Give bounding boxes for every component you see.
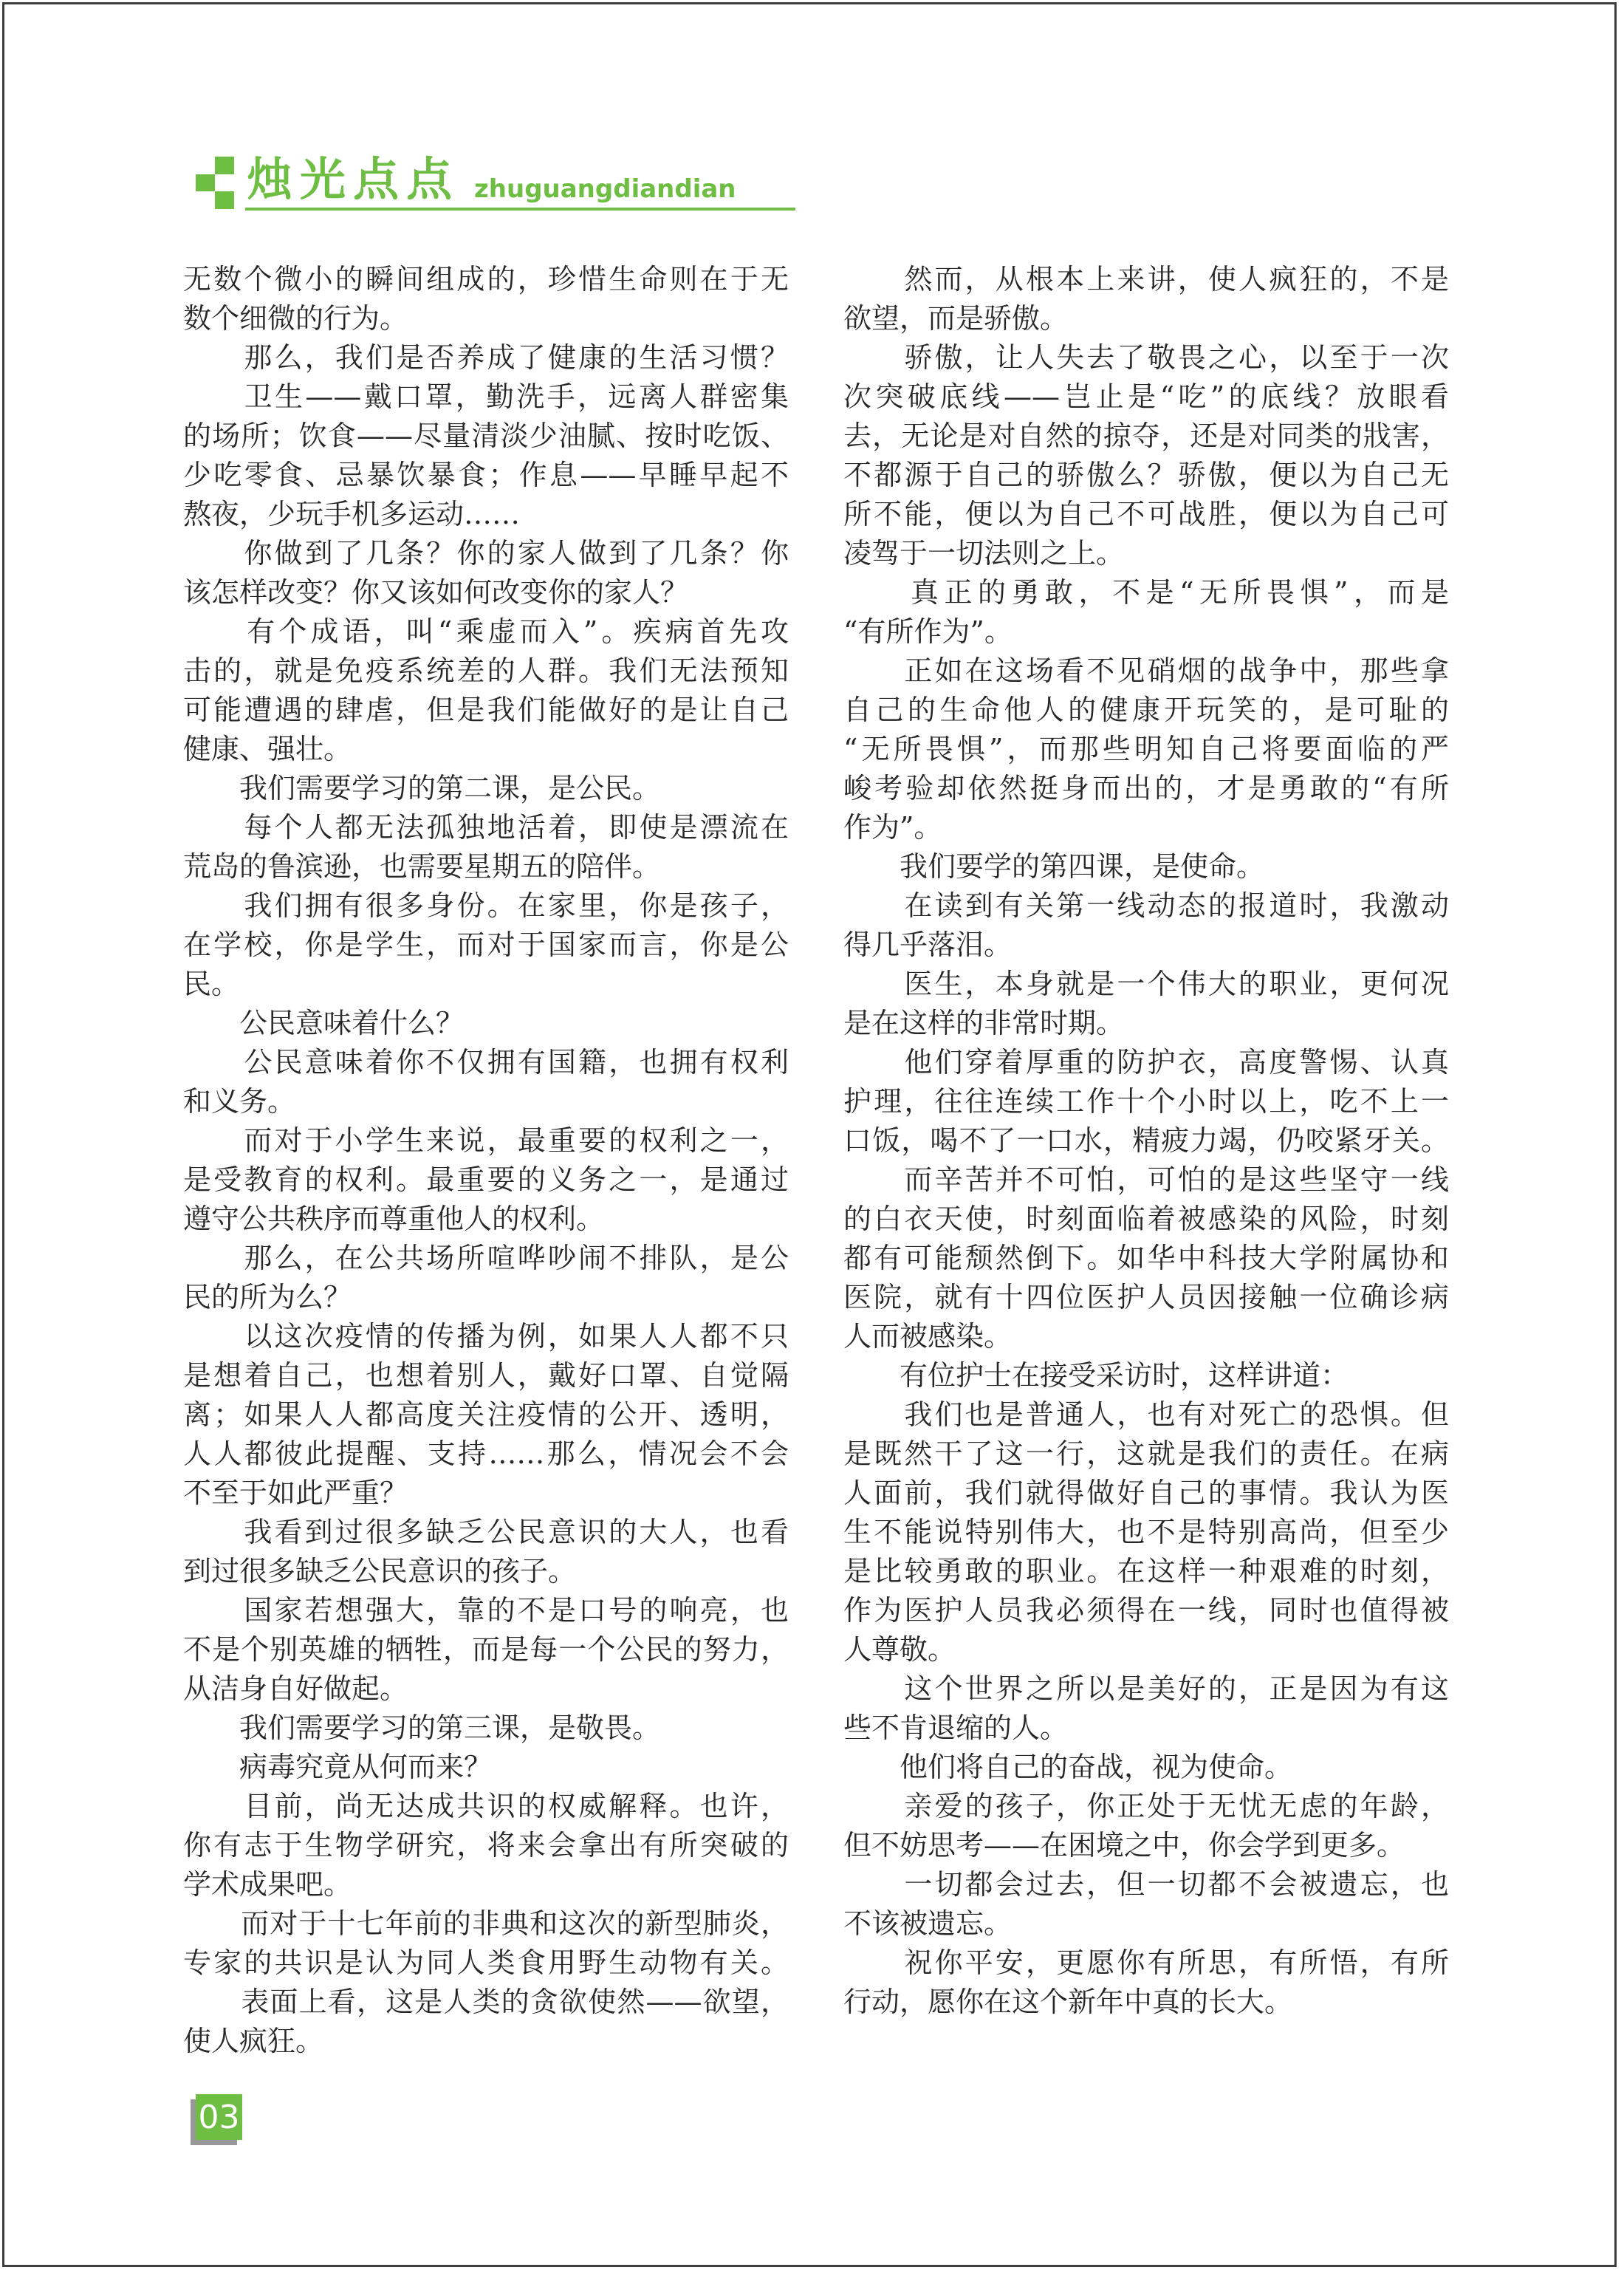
- text-line: 作为”。: [843, 811, 942, 844]
- text-line: 然而，从根本上来讲，使人疯狂的，不是: [843, 263, 1449, 295]
- text-line: 有位护士在接受采访时，这样讲道：: [843, 1359, 1349, 1392]
- text-line: 而对于小学生来说，最重要的权利之一，: [183, 1124, 789, 1157]
- text-line: 是受教育的权利。最重要的义务之一，是通过: [183, 1163, 789, 1196]
- text-line: 我们拥有很多身份。在家里，你是孩子，: [183, 889, 789, 922]
- page-subtitle: zhuguangdiandian: [474, 174, 736, 204]
- text-line: 不都源于自己的骄傲么？骄傲，便以为自己无: [843, 459, 1449, 491]
- text-line: 作为医护人员我必须得在一线，同时也值得被: [843, 1594, 1449, 1627]
- text-line: 正如在这场看不见硝烟的战争中，那些拿: [843, 654, 1449, 687]
- text-line: 我们要学的第四课，是使命。: [843, 850, 1265, 883]
- text-line: 从洁身自好做起。: [183, 1672, 408, 1705]
- text-line: 可能遭遇的肆虐，但是我们能做好的是让自己: [183, 694, 789, 726]
- header-underline: [245, 208, 795, 211]
- text-line: 不该被遗忘。: [843, 1907, 1013, 1940]
- page-title: 烛光点点: [247, 152, 460, 206]
- text-line: 不至于如此严重？: [183, 1477, 408, 1509]
- text-line: 我们也是普通人，也有对死亡的恐惧。但: [843, 1398, 1449, 1431]
- text-line: 熬夜，少玩手机多运动……: [183, 498, 521, 530]
- text-line: 但不妨思考——在困境之中，你会学到更多。: [843, 1829, 1405, 1862]
- text-line: 所不能，便以为自己不可战胜，便以为自己可: [843, 498, 1449, 530]
- logo-square-middle: [196, 174, 215, 191]
- text-line: 使人疯狂。: [183, 2025, 324, 2057]
- text-line: 到过很多缺乏公民意识的孩子。: [183, 1555, 577, 1587]
- text-line: 人而被感染。: [843, 1320, 1013, 1353]
- text-line: 这个世界之所以是美好的，正是因为有这: [843, 1672, 1449, 1705]
- text-line: 学术成果吧。: [183, 1868, 352, 1901]
- text-line: 目前，尚无达成共识的权威解释。也许，: [183, 1790, 789, 1822]
- text-line: 每个人都无法孤独地活着，即使是漂流在: [183, 811, 789, 844]
- text-line: 那么，我们是否养成了健康的生活习惯？: [183, 341, 789, 374]
- text-line: 行动，愿你在这个新年中真的长大。: [843, 1986, 1293, 2018]
- text-line: 表面上看，这是人类的贪欲使然——欲望，: [183, 1986, 789, 2018]
- text-line: 数个细微的行为。: [183, 302, 408, 335]
- text-line: 医生，本身就是一个伟大的职业，更何况: [843, 968, 1449, 1000]
- text-line: 些不肯退缩的人。: [843, 1712, 1069, 1744]
- text-line: 亲爱的孩子，你正处于无忧无虑的年龄，: [843, 1790, 1449, 1822]
- text-line: 是比较勇敢的职业。在这样一种艰难的时刻，: [843, 1555, 1449, 1587]
- text-line: 荒岛的鲁滨逊，也需要星期五的陪伴。: [183, 850, 661, 883]
- text-line: 那么，在公共场所喧哗吵闹不排队，是公: [183, 1242, 789, 1274]
- text-line: 他们将自己的奋战，视为使命。: [843, 1751, 1293, 1783]
- text-line: 自己的生命他人的健康开玩笑的，是可耻的: [843, 694, 1449, 726]
- text-line: 人人都彼此提醒、支持……那么，情况会不会: [183, 1437, 789, 1470]
- text-line: 医院，就有十四位医护人员因接触一位确诊病: [843, 1281, 1449, 1313]
- text-line: 无数个微小的瞬间组成的，珍惜生命则在于无: [183, 263, 789, 295]
- text-line: 是既然干了这一行，这就是我们的责任。在病: [843, 1437, 1449, 1470]
- text-line: 峻考验却依然挺身而出的，才是勇敢的“有所: [843, 772, 1449, 804]
- text-line: 得几乎落泪。: [843, 929, 1013, 961]
- text-line: 国家若想强大，靠的不是口号的响亮，也: [183, 1594, 789, 1627]
- text-line: 而辛苦并不可怕，可怕的是这些坚守一线: [843, 1163, 1449, 1196]
- text-line: 祝你平安，更愿你有所思，有所悟，有所: [843, 1946, 1449, 1979]
- text-line: 击的，就是免疫系统差的人群。我们无法预知: [183, 654, 789, 687]
- text-line: 有个成语，叫“乘虚而入”。疾病首先攻: [183, 615, 789, 648]
- text-line: 卫生——戴口罩，勤洗手，远离人群密集: [183, 380, 789, 413]
- logo-square-bottom: [215, 191, 234, 209]
- text-line: 人尊敬。: [843, 1633, 956, 1666]
- text-line: 欲望，而是骄傲。: [843, 302, 1069, 335]
- text-line: 是想着自己，也想着别人，戴好口罩、自觉隔: [183, 1359, 789, 1392]
- text-line: 你有志于生物学研究，将来会拿出有所突破的: [183, 1829, 789, 1862]
- text-line: 的白衣天使，时刻面临着被感染的风险，时刻: [843, 1203, 1449, 1235]
- text-line: 民。: [183, 968, 240, 1000]
- article-column-left: [183, 260, 789, 2061]
- text-line: 和义务。: [183, 1085, 296, 1118]
- text-line: 生不能说特别伟大，也不是特别高尚，但至少: [843, 1516, 1449, 1548]
- text-line: 少吃零食、忌暴饮暴食；作息——早睡早起不: [183, 459, 789, 491]
- text-line: 在学校，你是学生，而对于国家而言，你是公: [183, 929, 789, 961]
- text-line: 我们需要学习的第三课，是敬畏。: [183, 1712, 661, 1744]
- text-line: 我们需要学习的第二课，是公民。: [183, 772, 661, 804]
- text-line: 健康、强壮。: [183, 733, 352, 765]
- text-line: 次突破底线——岂止是“吃”的底线？放眼看: [843, 380, 1449, 413]
- text-line: 而对于十七年前的非典和这次的新型肺炎，: [183, 1907, 789, 1940]
- text-line: 护理，往往连续工作十个小时以上，吃不上一: [843, 1085, 1449, 1118]
- text-line: 他们穿着厚重的防护衣，高度警惕、认真: [843, 1046, 1449, 1078]
- article-column-right: [843, 260, 1449, 2022]
- text-line: 专家的共识是认为同人类食用野生动物有关。: [183, 1946, 789, 1979]
- text-line: 公民意味着什么？: [183, 1007, 465, 1039]
- text-line: “无所畏惧”，而那些明知自己将要面临的严: [843, 733, 1449, 765]
- text-line: 公民意味着你不仅拥有国籍，也拥有权利: [183, 1046, 789, 1078]
- text-line: 真正的勇敢，不是“无所畏惧”，而是: [843, 576, 1449, 609]
- text-line: 去，无论是对自然的掠夺，还是对同类的戕害，: [843, 420, 1449, 452]
- text-line: 的场所；饮食——尽量清淡少油腻、按时吃饭、: [183, 420, 789, 452]
- text-line: “有所作为”。: [843, 615, 1013, 648]
- text-line: 离；如果人人都高度关注疫情的公开、透明，: [183, 1398, 789, 1431]
- text-line: 是在这样的非常时期。: [843, 1007, 1125, 1039]
- page-number-badge: 03: [196, 2094, 242, 2140]
- text-line: 都有可能颓然倒下。如华中科技大学附属协和: [843, 1242, 1449, 1274]
- text-line: 人面前，我们就得做好自己的事情。我认为医: [843, 1477, 1449, 1509]
- text-line: 我看到过很多缺乏公民意识的大人，也看: [183, 1516, 789, 1548]
- text-line: 在读到有关第一线动态的报道时，我激动: [843, 889, 1449, 922]
- text-line: 一切都会过去，但一切都不会被遗忘，也: [843, 1868, 1449, 1901]
- text-line: 该怎样改变？你又该如何改变你的家人？: [183, 576, 689, 609]
- logo-squares-icon: [196, 157, 234, 209]
- text-line: 民的所为么？: [183, 1281, 352, 1313]
- text-line: 以这次疫情的传播为例，如果人人都不只: [183, 1320, 789, 1353]
- text-line: 不是个别英雄的牺牲，而是每一个公民的努力，: [183, 1633, 789, 1666]
- text-line: 骄傲，让人失去了敬畏之心，以至于一次: [843, 341, 1449, 374]
- text-line: 你做到了几条？你的家人做到了几条？你: [183, 537, 789, 570]
- text-line: 口饭，喝不了一口水，精疲力竭，仍咬紧牙关。: [843, 1124, 1449, 1157]
- text-line: 遵守公共秩序而尊重他人的权利。: [183, 1203, 605, 1235]
- text-line: 凌驾于一切法则之上。: [843, 537, 1125, 570]
- text-line: 病毒究竟从何而来？: [183, 1751, 493, 1783]
- logo-square-top: [215, 157, 234, 174]
